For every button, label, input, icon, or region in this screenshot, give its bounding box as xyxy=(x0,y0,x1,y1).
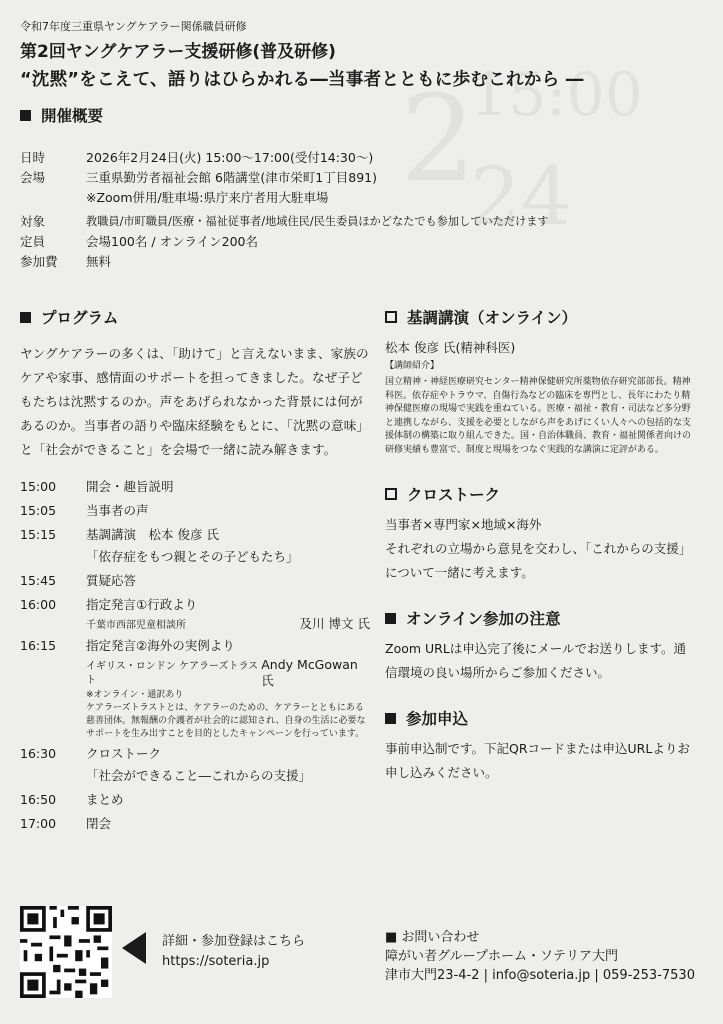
contact-org: 障がい者グループホーム・ソテリア大門 xyxy=(385,949,618,964)
apply-text: 事前申込制です。下記QRコードまたは申込URLよりお申し込みください。 xyxy=(385,741,690,780)
overview-value: ※Zoom併用/駐車場:県庁来庁者用大駐車場 xyxy=(86,190,329,205)
registration-label: 詳細・参加登録はこちら xyxy=(162,934,306,949)
overview-value: 教職員/市町職員/医療・福祉従事者/地域住民/民生委員ほかどなたでも参加していただけます xyxy=(86,215,549,228)
schedule-body xyxy=(86,594,370,633)
schedule-row xyxy=(20,594,370,633)
program-heading: プログラム xyxy=(20,306,370,328)
background-watermark-time: 15:00 xyxy=(470,60,643,130)
square-icon xyxy=(385,613,396,624)
page-subtitle: “沈黙”をこえて、語りはひらかれる―当事者とともに歩むこれから ― xyxy=(20,70,584,90)
schedule-body xyxy=(86,476,370,498)
checkbox-square-icon xyxy=(385,311,397,323)
schedule-time: 15:15 xyxy=(20,527,57,542)
schedule-time: 15:00 xyxy=(20,479,57,494)
overview-label xyxy=(20,188,86,208)
schedule-title: 基調講演 松本 俊彦 氏 xyxy=(86,527,219,542)
apply-heading: 参加申込 xyxy=(385,707,695,729)
keynote-heading: 基調講演（オンライン） xyxy=(385,306,695,328)
schedule-row xyxy=(20,743,370,787)
overview-row xyxy=(20,188,710,208)
apply-section xyxy=(385,707,695,785)
schedule-row xyxy=(20,570,370,592)
schedule-subtitle: 「依存症をもつ親とその子どもたち」 xyxy=(86,549,299,564)
crosstalk-line1: 当事者×専門家×地域×海外 xyxy=(385,517,542,532)
schedule-body xyxy=(86,743,370,787)
schedule-time: 16:30 xyxy=(20,746,57,761)
overview-rows xyxy=(20,148,710,272)
schedule-subtitle: 「社会ができること―これからの支援」 xyxy=(86,768,312,783)
overview-value: 三重県勤労者福祉会館 6階講堂(津市栄町1丁目891) xyxy=(86,170,377,185)
overview-heading: 開催概要 xyxy=(20,104,710,126)
arrow-left-icon xyxy=(122,932,146,964)
qr-code-icon[interactable] xyxy=(20,906,112,998)
speaker-note: ※オンライン・通訳あり xyxy=(86,690,184,700)
schedule-title: 閉会 xyxy=(86,816,112,831)
schedule-row xyxy=(20,476,370,498)
overview-value: 会場100名 / オンライン200名 xyxy=(86,234,259,249)
speaker-org: イギリス・ロンドン ケアラーズトラスト xyxy=(86,661,259,686)
square-icon xyxy=(20,312,31,323)
speaker-name: 及川 博文 氏 xyxy=(299,616,370,631)
overview-row xyxy=(20,212,710,232)
page-title: 第2回ヤングケアラー支援研修(普及研修) xyxy=(20,42,336,62)
overview-value: 無料 xyxy=(86,254,112,269)
schedule-title: 指定発言①行政より xyxy=(86,597,198,612)
overview-label: 対象 xyxy=(20,214,46,229)
program-intro: ヤングケアラーの多くは、「助けて」と言えないまま、家族のケアや家事、感情面のサポートを担ってきました。なぜ子どもたちは沈黙するのか。声をあげられなかった背景には何があるのか。当事者の語りや臨床経験をもとに、「沈黙の意味」と「社会ができること」を会場で一緒に読み解きます。 xyxy=(20,346,370,457)
schedule-time: 15:05 xyxy=(20,503,57,518)
contact-detail: 津市大門23-4-2 | info@soteria.jp | 059-253-7530 xyxy=(385,968,695,983)
registration-url[interactable]: https://soteria.jp xyxy=(162,954,270,969)
overview-label: 定員 xyxy=(20,234,46,249)
schedule-row xyxy=(20,635,370,741)
overview-label: 参加費 xyxy=(20,254,58,269)
kicker-text: 令和7年度三重県ヤングケアラー関係職員研修 xyxy=(20,20,247,33)
crosstalk-line2: それぞれの立場から意見を交わし、「これからの支援」について一緒に考えます。 xyxy=(385,541,692,580)
right-column xyxy=(385,306,695,803)
overview-label: 会場 xyxy=(20,170,46,185)
crosstalk-section xyxy=(385,483,695,585)
schedule-title: 当事者の声 xyxy=(86,503,149,518)
schedule-title: 質疑応答 xyxy=(86,573,137,588)
speaker-org: 千葉市西部児童相談所 xyxy=(86,620,186,631)
schedule-title: クロストーク xyxy=(86,746,162,761)
overview-value: 2026年2月24日(火) 15:00〜17:00(受付14:30〜) xyxy=(86,150,374,165)
schedule-list xyxy=(20,476,370,835)
schedule-body xyxy=(86,635,370,741)
lecturer-tag: 【講師紹介】 xyxy=(385,361,440,371)
schedule-time: 16:15 xyxy=(20,638,57,653)
online-heading: オンライン参加の注意 xyxy=(385,607,695,629)
schedule-time: 17:00 xyxy=(20,816,57,831)
schedule-row xyxy=(20,524,370,568)
keynote-section xyxy=(385,306,695,457)
speaker-name: Andy McGowan 氏 xyxy=(261,657,358,688)
lecturer-name: 松本 俊彦 氏(精神科医) xyxy=(385,340,516,355)
background-watermark-2: 2 xyxy=(400,70,477,209)
checkbox-square-icon xyxy=(385,488,397,500)
schedule-body xyxy=(86,570,370,592)
speaker-line xyxy=(86,616,370,633)
overview-row xyxy=(20,148,710,168)
lecturer-bio: 国立精神・神経医療研究センター精神保健研究所薬物依存研究部部長。精神科医。依存症やトラウマ、自傷行為などの臨床を専門とし、長年にわたり精神保健医療の現場で実践を重ねている。医療・福祉・教育・司法など多分野と連携しながら、支援を必要としながら声をあげにくい人々への包括的な支援体制の構築に取り組んできた。国・自治体職員、教育・福祉関係者向けの研修実績も豊富で、制度と現場をつなぐ実践的な講演に定評がある。 xyxy=(385,377,692,455)
online-text: Zoom URLは申込完了後にメールでお送りします。通信環境の良い場所からご参加ください。 xyxy=(385,641,687,680)
schedule-title: まとめ xyxy=(86,792,124,807)
schedule-body xyxy=(86,813,370,835)
schedule-body xyxy=(86,789,370,811)
schedule-row xyxy=(20,813,370,835)
overview-row xyxy=(20,168,710,188)
online-section xyxy=(385,607,695,685)
contact-block xyxy=(385,928,695,985)
overview-label: 日時 xyxy=(20,150,46,165)
page-header xyxy=(20,18,710,91)
schedule-time: 16:00 xyxy=(20,597,57,612)
schedule-time: 15:45 xyxy=(20,573,57,588)
background-watermark-24: 24 xyxy=(470,150,572,243)
schedule-row xyxy=(20,789,370,811)
schedule-row xyxy=(20,500,370,522)
overview-row xyxy=(20,252,710,272)
square-icon xyxy=(385,713,396,724)
program-section xyxy=(20,306,370,837)
footer-link-block xyxy=(162,932,305,972)
crosstalk-heading: クロストーク xyxy=(385,483,695,505)
overview-section xyxy=(20,104,710,272)
schedule-body xyxy=(86,524,370,568)
schedule-title: 指定発言②海外の実例より xyxy=(86,638,235,653)
organization-description: ケアラーズトラストとは、ケアラーのための、ケアラーとともにある慈善団体。無報酬の介護者が社会的に認知され、自身の生活に必要なサポートを生み出すことを目的としたキャンペーンを行っています。 xyxy=(86,703,366,739)
overview-row xyxy=(20,232,710,252)
schedule-time: 16:50 xyxy=(20,792,57,807)
contact-heading: ■ お問い合わせ xyxy=(385,930,480,945)
schedule-body xyxy=(86,500,370,522)
schedule-title: 開会・趣旨説明 xyxy=(86,479,174,494)
speaker-line xyxy=(86,657,370,689)
square-icon xyxy=(20,110,31,121)
